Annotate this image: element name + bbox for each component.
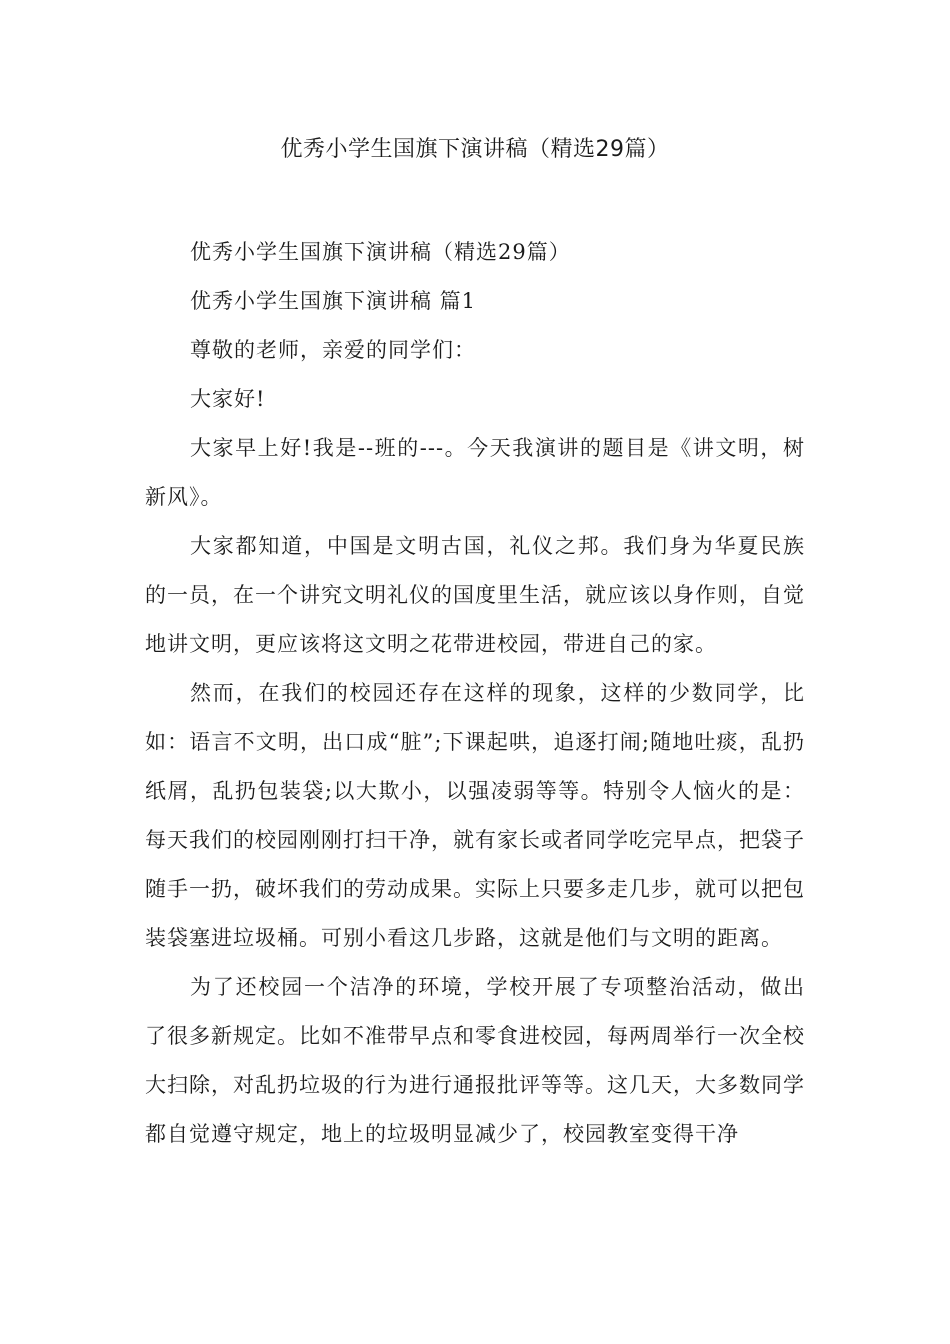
- paragraph-section-heading: 优秀小学生国旗下演讲稿 篇1: [190, 289, 477, 313]
- paragraph-body: 为了还校园一个洁净的环境，学校开展了专项整治活动，做出了很多新规定。比如不准带早点和零食进校园，每两周举行一次全校大扫除，对乱扔垃圾的行为进行通报批评等等。这几天，大多数同学都自觉遵守规定，地上的垃圾明显减少了，校园教室变得干净: [145, 975, 805, 1146]
- paragraph-salutation: 尊敬的老师，亲爱的同学们：: [190, 338, 476, 362]
- paragraph-body: 然而，在我们的校园还存在这样的现象，这样的少数同学，比如：语言不文明，出口成“脏”;下课起哄，追逐打闹;随地吐痰，乱扔纸屑，乱扔包装袋;以大欺小，以强凌弱等等。特别令人恼火的是：每天我们的校园刚刚打扫干净，就有家长或者同学吃完早点，把袋子随手一扔，破坏我们的劳动成果。实际上只要多走几步，就可以把包装袋塞进垃圾桶。可别小看这几步路，这就是他们与文明的距离。: [145, 681, 805, 950]
- document-title: 优秀小学生国旗下演讲稿（精选29篇）: [280, 137, 670, 162]
- paragraph-subtitle: 优秀小学生国旗下演讲稿（精选29篇）: [190, 240, 571, 264]
- paragraph-greeting: 大家好!: [190, 387, 266, 411]
- paragraph-topic: 大家早上好!我是--班的---。今天我演讲的题目是《讲文明，树新风》。: [145, 436, 805, 509]
- paragraph-body: 大家都知道，中国是文明古国，礼仪之邦。我们身为华夏民族的一员，在一个讲究文明礼仪的国度里生活，就应该以身作则，自觉地讲文明，更应该将这文明之花带进校园，带进自己的家。: [145, 534, 805, 656]
- document-body: [145, 228, 805, 1159]
